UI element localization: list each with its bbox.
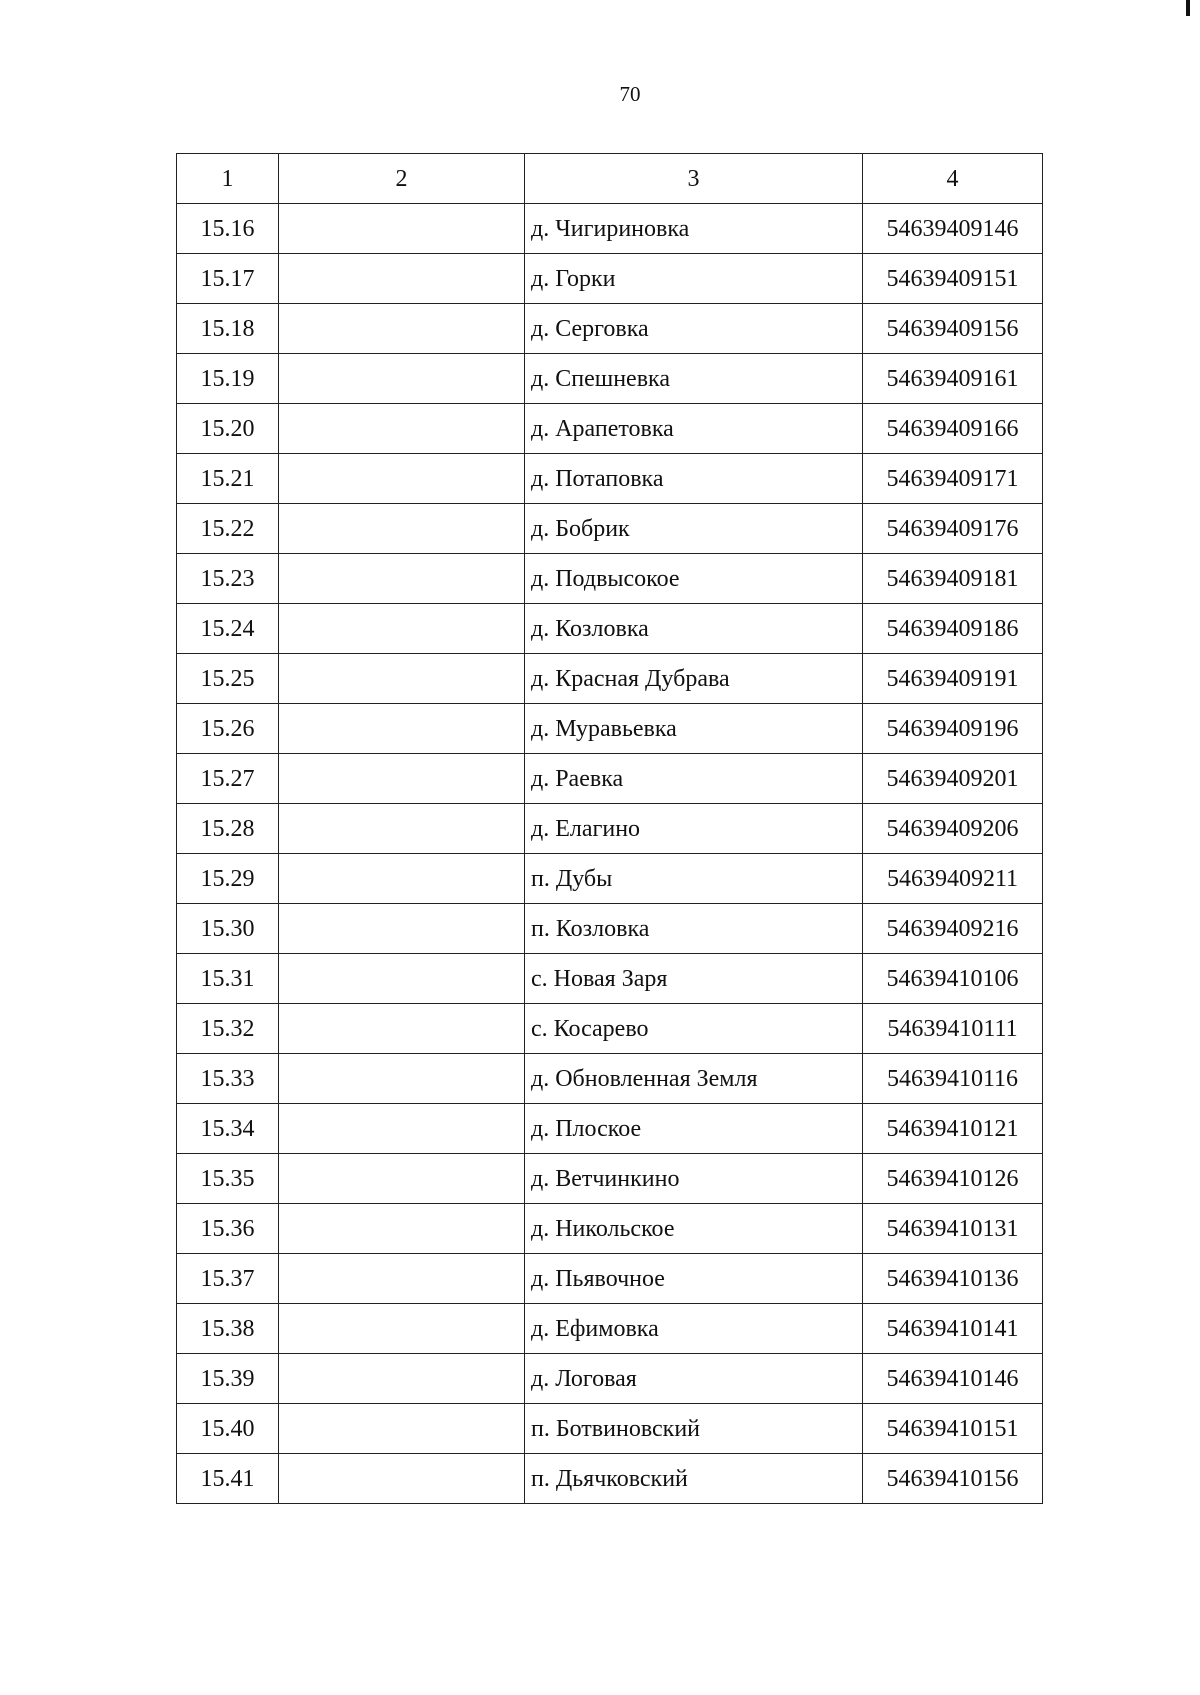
row-col2-cell — [279, 704, 525, 754]
settlement-code-cell: 54639409216 — [863, 904, 1043, 954]
settlement-name-cell: д. Бобрик — [525, 504, 863, 554]
row-col2-cell — [279, 204, 525, 254]
settlement-code-cell: 54639409201 — [863, 754, 1043, 804]
settlement-name-cell: д. Пьявочное — [525, 1254, 863, 1304]
page-number: 70 — [619, 82, 641, 106]
settlement-name-cell: д. Ефимовка — [525, 1304, 863, 1354]
row-col2-cell — [279, 804, 525, 854]
settlement-name-cell: с. Косарево — [525, 1004, 863, 1054]
row-number-cell: 15.18 — [177, 304, 279, 354]
settlement-code-cell: 54639410131 — [863, 1204, 1043, 1254]
table-row — [177, 1404, 1043, 1454]
settlement-name-cell: д. Чигириновка — [525, 204, 863, 254]
table-row — [177, 804, 1043, 854]
settlement-code-cell: 54639410156 — [863, 1454, 1043, 1504]
settlements-table — [176, 153, 1043, 1504]
settlement-name-cell: д. Козловка — [525, 604, 863, 654]
settlement-name-cell: д. Никольское — [525, 1204, 863, 1254]
settlement-name-cell: д. Спешневка — [525, 354, 863, 404]
row-number-cell: 15.33 — [177, 1054, 279, 1104]
row-number-cell: 15.28 — [177, 804, 279, 854]
table-row — [177, 1054, 1043, 1104]
settlement-code-cell: 54639409196 — [863, 704, 1043, 754]
row-col2-cell — [279, 754, 525, 804]
table-row — [177, 1454, 1043, 1504]
settlement-name-cell: п. Дубы — [525, 854, 863, 904]
row-number-cell: 15.35 — [177, 1154, 279, 1204]
table-row — [177, 704, 1043, 754]
settlement-code-cell: 54639410116 — [863, 1054, 1043, 1104]
row-col2-cell — [279, 1354, 525, 1404]
row-col2-cell — [279, 1204, 525, 1254]
settlement-name-cell: д. Логовая — [525, 1354, 863, 1404]
row-col2-cell — [279, 904, 525, 954]
settlement-name-cell: д. Серговка — [525, 304, 863, 354]
header-col-2: 2 — [279, 154, 525, 204]
table-row — [177, 1204, 1043, 1254]
table-header — [177, 154, 1043, 204]
row-col2-cell — [279, 1154, 525, 1204]
settlement-name-cell: д. Елагино — [525, 804, 863, 854]
row-number-cell: 15.29 — [177, 854, 279, 904]
row-number-cell: 15.41 — [177, 1454, 279, 1504]
row-number-cell: 15.37 — [177, 1254, 279, 1304]
table-row — [177, 904, 1043, 954]
settlement-code-cell: 54639410136 — [863, 1254, 1043, 1304]
settlement-name-cell: д. Плоское — [525, 1104, 863, 1154]
row-col2-cell — [279, 354, 525, 404]
header-col-3: 3 — [525, 154, 863, 204]
row-col2-cell — [279, 1104, 525, 1154]
row-number-cell: 15.39 — [177, 1354, 279, 1404]
table-body — [177, 204, 1043, 1504]
table-row — [177, 1254, 1043, 1304]
row-number-cell: 15.24 — [177, 604, 279, 654]
table-row — [177, 1304, 1043, 1354]
row-number-cell: 15.27 — [177, 754, 279, 804]
settlement-code-cell: 54639410146 — [863, 1354, 1043, 1404]
settlement-code-cell: 54639410111 — [863, 1004, 1043, 1054]
row-number-cell: 15.16 — [177, 204, 279, 254]
settlement-code-cell: 54639409146 — [863, 204, 1043, 254]
settlement-name-cell: п. Ботвиновский — [525, 1404, 863, 1454]
settlement-name-cell: с. Новая Заря — [525, 954, 863, 1004]
table-row — [177, 304, 1043, 354]
settlement-code-cell: 54639410151 — [863, 1404, 1043, 1454]
settlement-name-cell: д. Муравьевка — [525, 704, 863, 754]
settlement-code-cell: 54639409156 — [863, 304, 1043, 354]
settlement-code-cell: 54639410126 — [863, 1154, 1043, 1204]
row-col2-cell — [279, 954, 525, 1004]
row-col2-cell — [279, 1304, 525, 1354]
table-row — [177, 504, 1043, 554]
table-row — [177, 954, 1043, 1004]
row-col2-cell — [279, 1254, 525, 1304]
settlement-name-cell: д. Подвысокое — [525, 554, 863, 604]
table-row — [177, 754, 1043, 804]
table-row — [177, 604, 1043, 654]
settlement-name-cell: д. Красная Дубрава — [525, 654, 863, 704]
table-row — [177, 204, 1043, 254]
row-col2-cell — [279, 504, 525, 554]
settlement-code-cell: 54639409186 — [863, 604, 1043, 654]
row-col2-cell — [279, 654, 525, 704]
settlement-name-cell: д. Горки — [525, 254, 863, 304]
row-col2-cell — [279, 1454, 525, 1504]
row-number-cell: 15.30 — [177, 904, 279, 954]
settlement-code-cell: 54639410141 — [863, 1304, 1043, 1354]
row-col2-cell — [279, 1054, 525, 1104]
table-row — [177, 554, 1043, 604]
row-number-cell: 15.17 — [177, 254, 279, 304]
settlement-code-cell: 54639409151 — [863, 254, 1043, 304]
corner-scan-mark — [1186, 0, 1190, 16]
row-number-cell: 15.21 — [177, 454, 279, 504]
table-row — [177, 854, 1043, 904]
settlement-code-cell: 54639409191 — [863, 654, 1043, 704]
table-row — [177, 1154, 1043, 1204]
settlement-code-cell: 54639410121 — [863, 1104, 1043, 1154]
row-col2-cell — [279, 454, 525, 504]
settlement-code-cell: 54639409176 — [863, 504, 1043, 554]
row-col2-cell — [279, 1404, 525, 1454]
table-row — [177, 1354, 1043, 1404]
row-number-cell: 15.22 — [177, 504, 279, 554]
row-col2-cell — [279, 854, 525, 904]
settlement-name-cell: д. Ветчинкино — [525, 1154, 863, 1204]
row-col2-cell — [279, 554, 525, 604]
settlement-code-cell: 54639409166 — [863, 404, 1043, 454]
settlement-code-cell: 54639409181 — [863, 554, 1043, 604]
settlement-name-cell: д. Арапетовка — [525, 404, 863, 454]
table-row — [177, 254, 1043, 304]
row-col2-cell — [279, 304, 525, 354]
row-number-cell: 15.23 — [177, 554, 279, 604]
table-row — [177, 454, 1043, 504]
settlement-code-cell: 54639410106 — [863, 954, 1043, 1004]
settlement-code-cell: 54639409211 — [863, 854, 1043, 904]
table-row — [177, 404, 1043, 454]
row-number-cell: 15.40 — [177, 1404, 279, 1454]
header-col-4: 4 — [863, 154, 1043, 204]
table-row — [177, 1004, 1043, 1054]
settlement-code-cell: 54639409161 — [863, 354, 1043, 404]
row-number-cell: 15.38 — [177, 1304, 279, 1354]
row-number-cell: 15.19 — [177, 354, 279, 404]
settlement-name-cell: п. Козловка — [525, 904, 863, 954]
row-number-cell: 15.36 — [177, 1204, 279, 1254]
row-col2-cell — [279, 1004, 525, 1054]
table-row — [177, 1104, 1043, 1154]
row-number-cell: 15.31 — [177, 954, 279, 1004]
table-row — [177, 354, 1043, 404]
row-number-cell: 15.32 — [177, 1004, 279, 1054]
settlement-name-cell: д. Обновленная Земля — [525, 1054, 863, 1104]
row-col2-cell — [279, 254, 525, 304]
row-col2-cell — [279, 604, 525, 654]
settlement-code-cell: 54639409206 — [863, 804, 1043, 854]
row-col2-cell — [279, 404, 525, 454]
header-col-1: 1 — [177, 154, 279, 204]
settlement-name-cell: д. Потаповка — [525, 454, 863, 504]
row-number-cell: 15.25 — [177, 654, 279, 704]
row-number-cell: 15.20 — [177, 404, 279, 454]
settlement-code-cell: 54639409171 — [863, 454, 1043, 504]
table-row — [177, 654, 1043, 704]
header-row — [177, 154, 1043, 204]
settlement-name-cell: п. Дьячковский — [525, 1454, 863, 1504]
row-number-cell: 15.26 — [177, 704, 279, 754]
settlement-name-cell: д. Раевка — [525, 754, 863, 804]
row-number-cell: 15.34 — [177, 1104, 279, 1154]
